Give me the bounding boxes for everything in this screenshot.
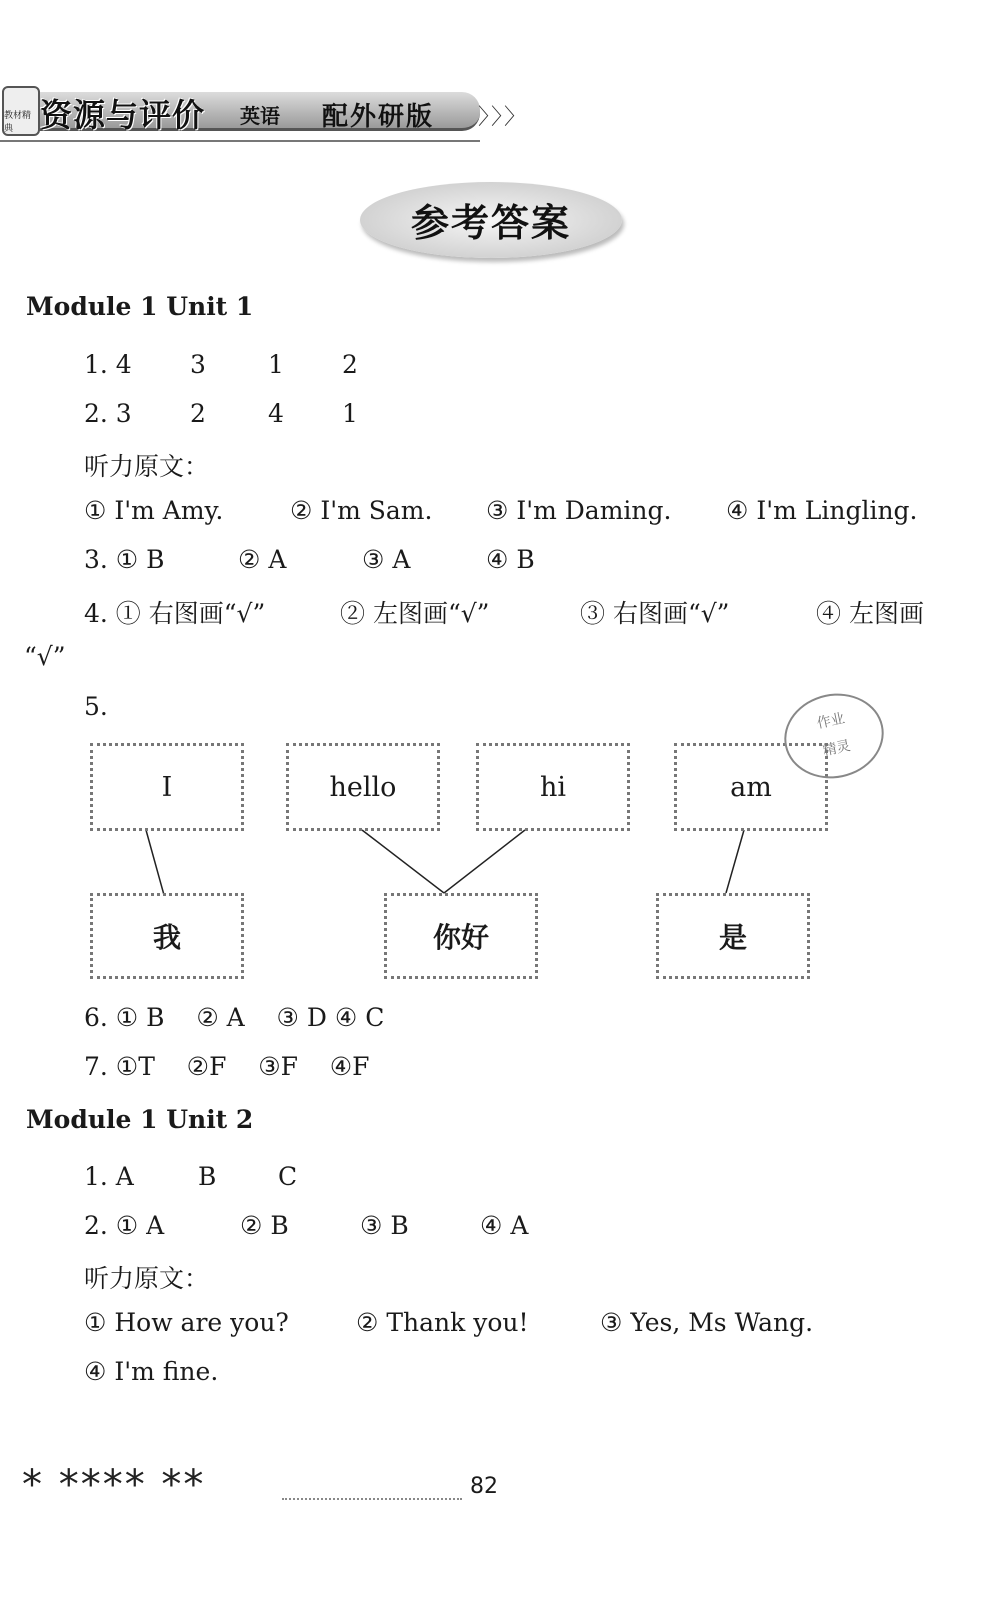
answer-cell: 1. 4: [84, 350, 132, 379]
match-line-hello: [362, 830, 444, 893]
page-number: 82: [470, 1474, 498, 1499]
answer-continuation: “√”: [24, 642, 66, 671]
star-decoration: * **** **: [22, 1462, 206, 1508]
answer-row-7: 7. ①T ②F ③F ④F: [84, 1052, 370, 1081]
section-heading-unit1: Module 1 Unit 1: [26, 292, 254, 321]
transcript-item: ② Thank you!: [356, 1308, 529, 1337]
answer-cell: ③ 右图画“√”: [580, 599, 730, 628]
answer-cell: ④ B: [486, 545, 535, 574]
match-line-i: [146, 830, 164, 895]
match-meaning-box: 我: [90, 893, 244, 979]
answer-cell: 4. ① 右图画“√”: [84, 599, 266, 628]
transcript-item: ③ Yes, Ms Wang.: [600, 1308, 814, 1337]
answer-cell: 1. A: [84, 1162, 134, 1191]
subject-label: 英语: [240, 104, 280, 128]
section-heading-unit2: Module 1 Unit 2: [26, 1105, 254, 1134]
match-line-hi: [444, 830, 525, 893]
answer-row-6: 6. ① B ② A ③ D ④ C: [84, 1003, 385, 1032]
answer-cell: ④ A: [480, 1211, 529, 1240]
answer-cell: ④ 左图画: [816, 599, 924, 628]
edition-label: 配外研版: [322, 102, 435, 132]
answer-cell: B: [198, 1162, 217, 1191]
match-meaning-box: 是: [656, 893, 810, 979]
match-word-box: hello: [286, 743, 440, 831]
transcript-item: ① How are you?: [84, 1308, 289, 1337]
transcript-item: ④ I'm Lingling.: [726, 496, 918, 525]
answer-cell: ② B: [240, 1211, 289, 1240]
question-5-label: 5.: [84, 692, 108, 721]
answer-cell: ② 左图画“√”: [340, 599, 490, 628]
answer-cell: 2. ① A: [84, 1211, 165, 1240]
answer-cell: 4: [268, 399, 284, 428]
match-word-box: hi: [476, 743, 630, 831]
answer-cell: 3: [190, 350, 206, 379]
transcript-item: ③ I'm Daming.: [486, 496, 672, 525]
answer-cell: ② A: [238, 545, 287, 574]
answer-cell: 2: [342, 350, 358, 379]
stamp-text: 作业: [815, 710, 847, 733]
page-title: 参考答案: [410, 201, 571, 245]
answer-cell: 2. 3: [84, 399, 132, 428]
answer-cell: 2: [190, 399, 206, 428]
transcript-item: ④ I'm fine.: [84, 1357, 219, 1386]
stamp-text: 精灵: [821, 737, 853, 760]
answer-cell: C: [278, 1162, 298, 1191]
transcript-item: ② I'm Sam.: [290, 496, 433, 525]
transcript-item: ① I'm Amy.: [84, 496, 224, 525]
transcript-label: 听力原文：: [84, 452, 210, 481]
answer-cell: ③ A: [362, 545, 411, 574]
match-word-box: I: [90, 743, 244, 831]
brand-title: 资源与评价: [40, 96, 206, 134]
answer-cell: 1: [268, 350, 284, 379]
logo-text: 教材精典: [4, 111, 32, 134]
answer-cell: 1: [342, 399, 358, 428]
answer-cell: 3. ① B: [84, 545, 165, 574]
match-word-box: am: [674, 743, 828, 831]
answer-cell: ③ B: [360, 1211, 409, 1240]
chevron-right-icon: 〉〉〉: [478, 105, 529, 130]
match-meaning-box: 你好: [384, 893, 538, 979]
transcript-label: 听力原文：: [84, 1264, 210, 1293]
match-line-am: [726, 830, 744, 893]
footer-dotted-rule: [282, 1498, 462, 1500]
